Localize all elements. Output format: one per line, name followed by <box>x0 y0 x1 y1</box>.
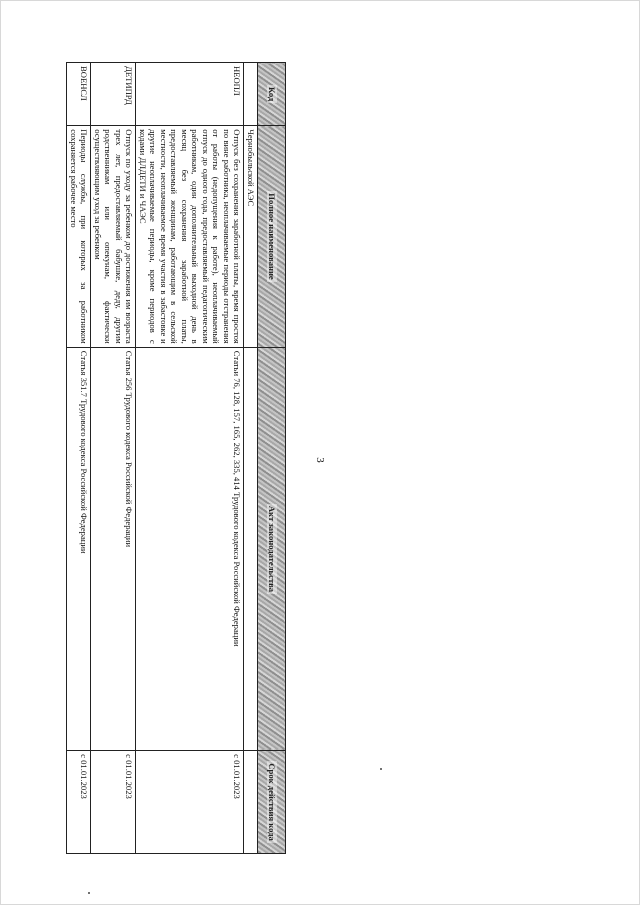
row-act: Статьи 76, 128, 157, 165, 262, 335, 414 Трудового кодекса Российской Федерации <box>136 347 244 750</box>
row-act: Статья 256 Трудового кодекса Российской Федерации <box>91 347 136 750</box>
table-header-row <box>258 63 286 854</box>
table-row <box>136 63 244 854</box>
scan-speck <box>380 768 382 770</box>
table-row <box>91 63 136 854</box>
row-name: Отпуск без сохранения заработной платы, время простоя по вине работника, неоплачиваемые периоды отстранения от работы (недопущения к работе), неоплачиваемый отпуск до одного года, предоставляемый педагогическим работникам, один дополнительный выходной день в месяц без сохранения заработной платы, предоставляемый женщинам, работающим в сельской местности, неоплачиваемое время участия в забастовке и другие неоплачиваемые периоды, кроме периодов с кодами ДЛДЕТИ и ЧАЭС <box>136 126 244 347</box>
scan-speck <box>88 892 90 894</box>
header-validity-period: Срок действия кода <box>258 751 286 854</box>
table-row <box>244 63 258 854</box>
row-name: Чернобыльской АЭС <box>244 126 258 347</box>
header-code: Код <box>258 63 286 126</box>
header-full-name: Полное наименование <box>258 126 286 347</box>
row-date: с 01.01.2023 <box>91 751 136 854</box>
header-legislation-act: Акт законодательства <box>258 347 286 750</box>
row-date: с 01.01.2023 <box>136 751 244 854</box>
row-code <box>244 63 258 126</box>
row-date <box>244 751 258 854</box>
rotated-table-container <box>68 62 286 854</box>
row-code: ВОЕНСЛ <box>67 63 91 126</box>
legislation-codes-table <box>66 62 286 854</box>
row-code: НЕОПЛ <box>136 63 244 126</box>
table-row <box>67 63 91 854</box>
row-act: Статья 351.7 Трудового кодекса Российской Федерации <box>67 347 91 750</box>
row-name: Периоды службы, при которых за работником сохраняется рабочее место <box>67 126 91 347</box>
row-act <box>244 347 258 750</box>
page-number: 3 <box>314 457 326 463</box>
row-date: с 01.01.2023 <box>67 751 91 854</box>
row-code: ДЕТИПРД <box>91 63 136 126</box>
row-name: Отпуск по уходу за ребенком до достижения им возраста трех лет, предоставляемый бабушке, деду, другим родственникам или опекунам, фактически осуществляющим уход за ребенком <box>91 126 136 347</box>
